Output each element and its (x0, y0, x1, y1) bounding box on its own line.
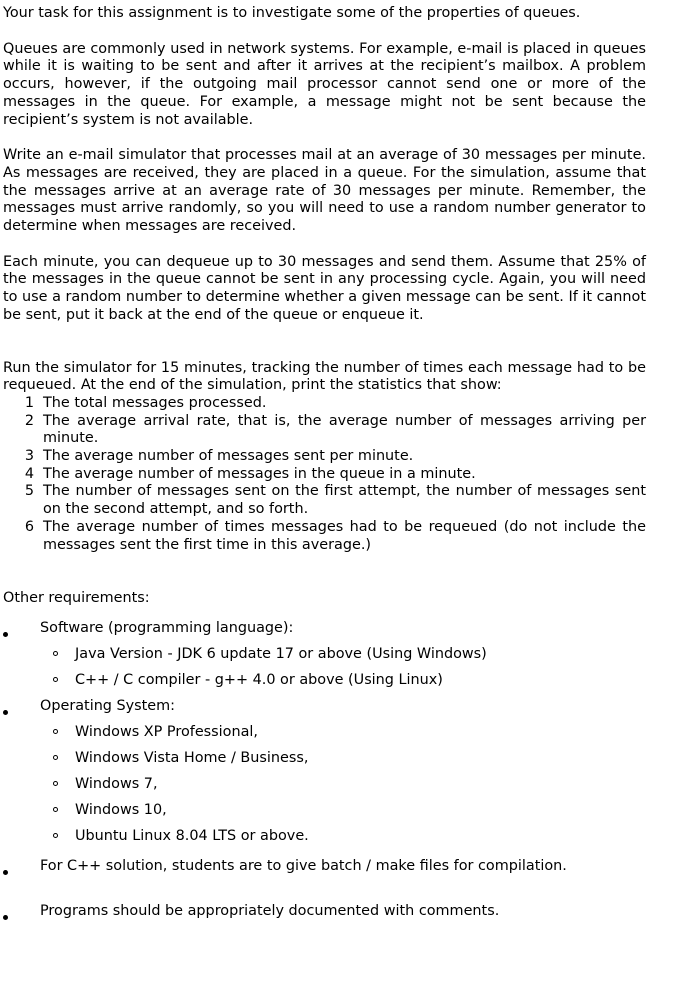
other-requirements-heading: Other requirements: (3, 590, 150, 607)
item-number: 3 (24, 448, 34, 465)
item-text: The average number of messages sent per minute. (43, 448, 414, 465)
documentation-requirement-text: Programs should be appropriately documented with comments. (40, 902, 500, 919)
software-list (40, 641, 646, 693)
statistics-item (3, 519, 646, 554)
software-label: Software (programming language): (40, 619, 294, 636)
circle-bullet-icon (53, 781, 58, 786)
bullet-icon (3, 625, 13, 643)
intro-paragraph: Your task for this assignment is to investigate some of the properties of queues. (3, 5, 581, 21)
circle-bullet-icon (53, 755, 58, 760)
circle-bullet-icon (53, 807, 58, 812)
run-paragraph: Run the simulator for 15 minutes, tracking the number of times each message had to be requeued. At the end of the simulation, print the statistics that show: (3, 359, 646, 394)
item-text: The average arrival rate, that is, the average number of messages arriving per minute. (43, 412, 646, 447)
software-item (40, 641, 646, 667)
cpp-requirement (3, 853, 646, 879)
queues-paragraph: Queues are commonly used in network systems. For example, e-mail is placed in queues while it is waiting to be sent and after it arrives at the recipient’s mailbox. A problem occurs, however, if the outgoing mail processor cannot send one or more of the messages in the queue. For example, a message might not be sent because the recipient’s system is not available. (3, 40, 646, 128)
bullet-icon (3, 703, 13, 721)
requirements-list (3, 615, 646, 924)
software-item (40, 667, 646, 693)
item-text: The total messages processed. (43, 394, 267, 411)
statistics-list (3, 395, 646, 554)
item-number: 2 (24, 412, 34, 429)
documentation-requirement (3, 898, 646, 924)
item-number: 4 (24, 465, 34, 482)
os-item-text: Windows XP Professional, (75, 723, 258, 740)
simulator-paragraph: Write an e-mail simulator that processes mail at an average of 30 messages per minute. As messages are received, they are placed in a queue. For the simulation, assume that the messages arrive at an average rate of 30 messages per minute. Remember, the messages must arrive randomly, so you will need to use a random number generator to determine when messages are received. (3, 147, 646, 235)
statistics-item (3, 395, 646, 413)
circle-bullet-icon (53, 833, 58, 838)
bullet-icon (3, 863, 13, 881)
software-requirement (3, 615, 646, 693)
circle-bullet-icon (53, 729, 58, 734)
item-text: The average number of messages in the queue in a minute. (43, 465, 476, 482)
os-item-text: Windows Vista Home / Business, (75, 749, 309, 766)
os-item-text: Windows 10, (75, 801, 167, 818)
os-item (40, 719, 646, 745)
item-text: The average number of times messages had to be requeued (do not include the messages sent the first time in this average.) (43, 518, 646, 553)
os-label: Operating System: (40, 697, 176, 714)
item-number: 5 (24, 483, 34, 500)
os-requirement (3, 693, 646, 849)
circle-bullet-icon (53, 651, 58, 656)
item-text: The number of messages sent on the first attempt, the number of messages sent on the second attempt, and so forth. (43, 483, 646, 518)
os-item (40, 823, 646, 849)
assignment-document (3, 5, 646, 924)
statistics-item (3, 448, 646, 466)
item-number: 1 (24, 394, 34, 411)
statistics-item (3, 466, 646, 484)
software-item-text: C++ / C compiler - g++ 4.0 or above (Using Linux) (75, 671, 443, 688)
software-item-text: Java Version - JDK 6 update 17 or above (Using Windows) (75, 645, 487, 662)
os-item (40, 745, 646, 771)
statistics-item (3, 413, 646, 448)
circle-bullet-icon (53, 677, 58, 682)
os-item-text: Ubuntu Linux 8.04 LTS or above. (75, 827, 309, 844)
os-list (40, 719, 646, 849)
cpp-requirement-text: For C++ solution, students are to give batch / make files for compilation. (40, 857, 567, 874)
dequeue-paragraph: Each minute, you can dequeue up to 30 messages and send them. Assume that 25% of the messages in the queue cannot be sent in any processing cycle. Again, you will need to use a random number to determine whether a given message can be sent. If it cannot be sent, put it back at the end of the queue or enqueue it. (3, 253, 646, 323)
item-number: 6 (24, 518, 34, 535)
os-item (40, 797, 646, 823)
bullet-icon (3, 908, 13, 926)
statistics-item (3, 483, 646, 518)
os-item (40, 771, 646, 797)
os-item-text: Windows 7, (75, 775, 158, 792)
